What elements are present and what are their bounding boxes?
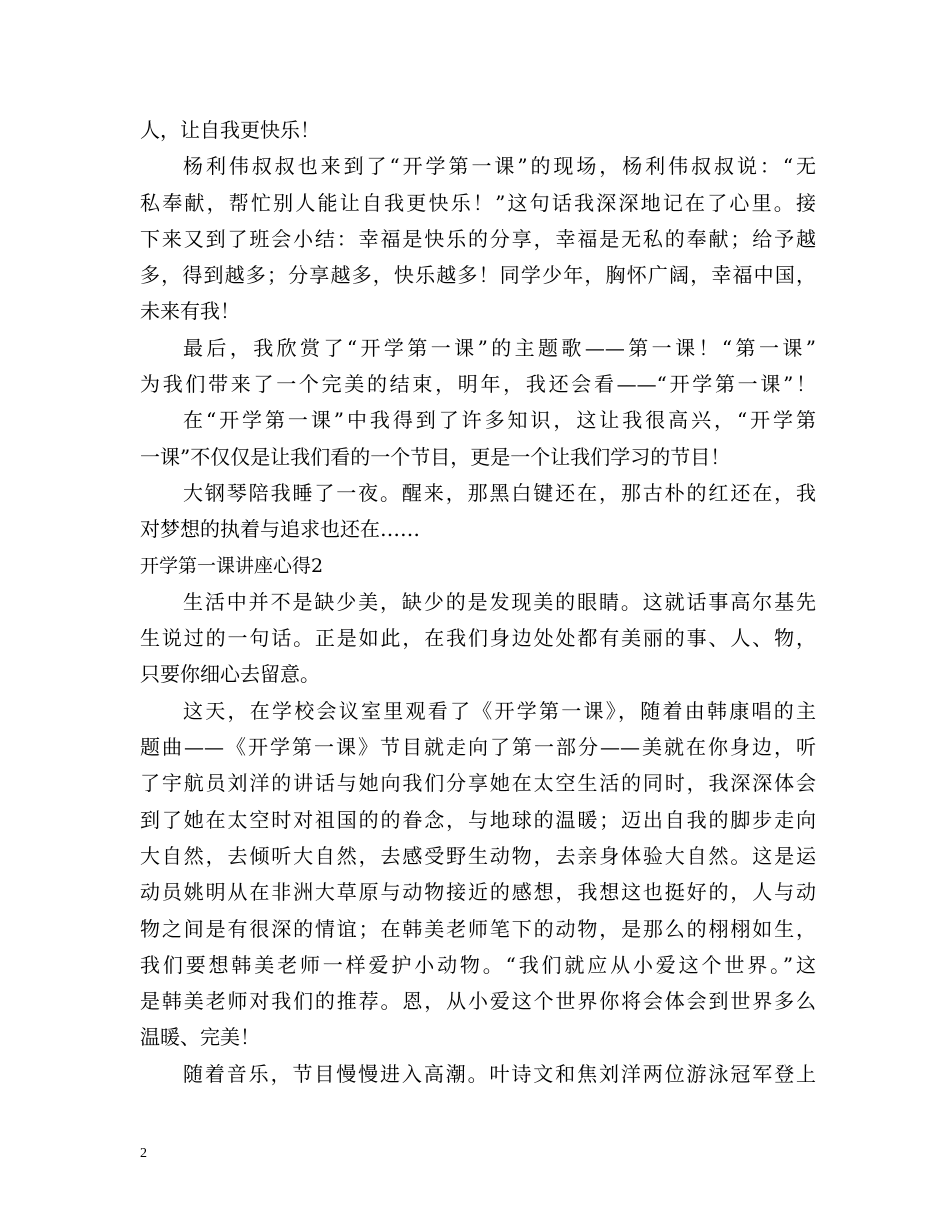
text-line: 到了她在太空时对祖国的的眷念，与地球的温暖；迈出自我的脚步走向: [140, 807, 816, 832]
text-line: 未来有我！: [140, 299, 240, 324]
text-line: 是韩美老师对我们的推荐。恩，从小爱这个世界你将会体会到世界多么: [140, 989, 816, 1014]
text-line: 大钢琴陪我睡了一夜。醒来，那黑白键还在，那古朴的红还在，我: [183, 480, 816, 505]
text-line: 多，得到越多；分享越多，快乐越多！同学少年，胸怀广阔，幸福中国，: [140, 263, 816, 288]
text-line: 为我们带来了一个完美的结束，明年，我还会看——“开学第一课”！: [140, 372, 816, 397]
document-body: [140, 112, 816, 1092]
text-line: 动员姚明从在非洲大草原与动物接近的感想，我想这也挺好的，人与动: [140, 880, 816, 905]
text-line: 私奉献，帮忙别人能让自我更快乐！”这句话我深深地记在了心里。接: [140, 190, 816, 215]
text-line: 大自然，去倾听大自然，去感受野生动物，去亲身体验大自然。这是运: [140, 843, 816, 868]
text-line: 温暖、完美！: [140, 1025, 260, 1050]
text-line: 随着音乐，节目慢慢进入高潮。叶诗文和焦刘洋两位游泳冠军登上: [183, 1061, 816, 1086]
text-line: 生说过的一句话。正是如此，在我们身边处处都有美丽的事、人、物，: [140, 626, 816, 651]
text-line: 最后，我欣赏了“开学第一课”的主题歌——第一课！“第一课”: [183, 335, 816, 360]
text-line: 生活中并不是缺少美，缺少的是发现美的眼睛。这就话事高尔基先: [183, 589, 816, 614]
text-line: 人，让自我更快乐！: [140, 118, 320, 142]
text-line: 下来又到了班会小结：幸福是快乐的分享，幸福是无私的奉献；给予越: [140, 226, 816, 251]
text-line: 题曲——《开学第一课》节目就走向了第一部分——美就在你身边，听: [140, 735, 816, 760]
section-heading: 开学第一课讲座心得2: [140, 554, 324, 577]
text-line: 这天，在学校会议室里观看了《开学第一课》，随着由韩康唱的主: [183, 698, 816, 723]
text-line: 了宇航员刘洋的讲话与她向我们分享她在太空生活的同时，我深深体会: [140, 771, 816, 796]
text-line: 杨利伟叔叔也来到了“开学第一课”的现场，杨利伟叔叔说：“无: [183, 154, 816, 179]
text-line: 在“开学第一课”中我得到了许多知识，这让我很高兴，“开学第: [183, 408, 816, 433]
text-line: 一课”不仅仅是让我们看的一个节目，更是一个让我们学习的节目！: [140, 444, 731, 469]
text-line: 物之间是有很深的情谊；在韩美老师笔下的动物，是那么的栩栩如生，: [140, 916, 816, 941]
page-number: 2: [140, 1146, 147, 1161]
text-line: 我们要想韩美老师一样爱护小动物。“我们就应从小爱这个世界。”这: [140, 952, 816, 977]
text-line: 只要你细心去留意。: [140, 662, 320, 687]
text-line: 对梦想的执着与追求也还在……: [140, 517, 420, 542]
